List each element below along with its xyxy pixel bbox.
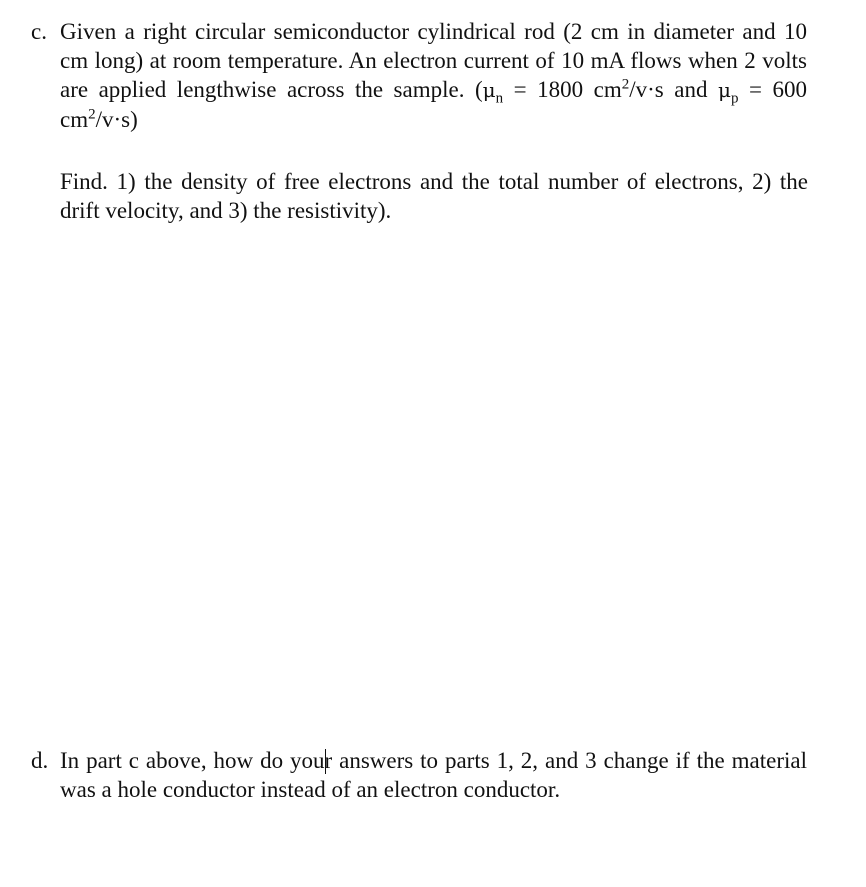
problem-d-text-end: r answers to parts 1, 2, and 3 change if the material was a hole conductor instead of an electron conductor. [60, 748, 807, 802]
mu-p-subscript: p [730, 90, 739, 107]
problem-d [31, 746, 807, 804]
mu-n-symbol: μ [482, 78, 496, 102]
problem-c-find [60, 167, 808, 225]
problem-c [31, 17, 807, 134]
mu-n-unit-exponent: 2 [621, 76, 630, 93]
problem-d-statement[interactable] [60, 746, 807, 804]
problem-d-text-start: In part c above, how do you [60, 748, 325, 773]
problem-c-text: Given a right circular semiconductor cylindrical rod (2 cm in diameter and 10 cm long) at room temperature. An electron current of 10 mA flows when 2 volts are applied lengthwise across the sample. ( [60, 19, 807, 102]
mu-p-unit: /v·s) [95, 107, 138, 132]
mu-p-value: = 600 cm [60, 77, 807, 132]
mu-n-value: = 1800 cm [503, 77, 622, 102]
problem-c-statement [60, 17, 807, 134]
mu-n-subscript: n [495, 90, 504, 107]
problem-c-find-text: Find. 1) the density of free electrons and the total number of electrons, 2) the drift velocity, and 3) the resistivity). [60, 169, 808, 223]
problem-d-label: d. [31, 748, 49, 773]
mu-p-symbol: μ [717, 78, 731, 102]
mu-n-unit: /v·s and [629, 77, 718, 102]
mu-p-unit-exponent: 2 [88, 106, 96, 123]
problem-c-label: c. [31, 19, 47, 44]
